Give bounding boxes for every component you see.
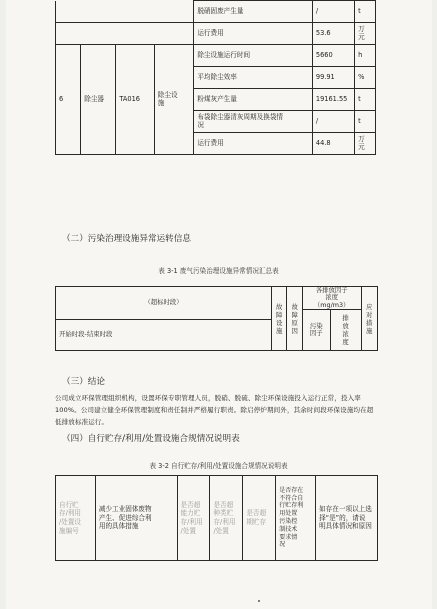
row-value: 19161.55: [312, 89, 354, 111]
row-item: 除尘设施运行时间: [194, 45, 313, 67]
header-facility-code: 自行贮 存/利用 /处置设 施编号: [56, 476, 96, 561]
header-measures: 应 对 措 施: [361, 287, 378, 351]
header-fault-reason: 故 障 原 因: [287, 287, 302, 351]
facility-code: TA016: [116, 45, 154, 155]
facility-name: 除尘器: [81, 45, 116, 155]
row-unit: t: [355, 1, 376, 23]
row-value: /: [312, 1, 354, 23]
conclusion-paragraph: 公司成立环保管理组织机构，设置环保专职管理人员，脱硝、脱硫、除尘环保设施投入运行正常，投入率 100%。公司建立健全环保管理制度和责任制并严格履行职责。除启停炉期间外，其余时间段环保设施均在超低排放标准运行。: [55, 394, 374, 426]
row-item: 粉煤灰产生量: [194, 89, 313, 111]
row-item: 平均除尘效率: [194, 67, 313, 89]
row-value: 44.8: [312, 133, 354, 155]
abnormal-operation-table: [55, 286, 378, 351]
table-row: [56, 23, 376, 45]
table-3-2-caption: 表 3-2 自行贮存/利用/处置设施合规情况说明表: [149, 462, 288, 470]
table-row: [56, 45, 376, 67]
table-header-row: [56, 476, 378, 561]
table-header-row: [56, 287, 378, 310]
row-label: 开始时段-结束时段: [56, 320, 272, 351]
row-unit: t: [355, 89, 376, 111]
table-3-1-caption: 表 3-1 废气污染治理设施异常情况汇总表: [158, 267, 279, 275]
row-unit: %: [355, 67, 376, 89]
header-conc-value: 排 放 浓 度: [330, 310, 361, 351]
facility-type: 除尘设 施: [154, 45, 194, 155]
header-over-type: 是否超 种类贮 存/利用 /处置: [210, 476, 243, 561]
header-pollutant: 污染 因子: [302, 310, 330, 351]
row-item: 脱硝固废产生量: [194, 1, 313, 23]
facility-no: 6: [56, 45, 81, 155]
row-unit: 万 元: [355, 133, 376, 155]
row-item: 运行费用: [194, 133, 313, 155]
header-noncompliance: 是否存在 不符合自 行贮存利 用处置 污染控 制技术 要求情 况: [276, 476, 316, 561]
row-value: /: [312, 111, 354, 133]
page-mark: [258, 600, 260, 602]
row-item: 运行费用: [194, 23, 313, 45]
header-explanation: 如存在一项以上选 择“是”的，请说 明具体情况和原因: [316, 476, 378, 561]
table-row: [56, 1, 376, 23]
self-storage-compliance-table: [55, 475, 378, 561]
facility-operation-table: [55, 0, 376, 155]
section-heading-2: （二）污染治理设施异常运转信息: [62, 234, 191, 244]
header-fault-facility: 故 障 设 施: [272, 287, 287, 351]
row-value: 53.6: [312, 23, 354, 45]
row-value: 99.91: [312, 67, 354, 89]
row-unit: 万 元: [355, 23, 376, 45]
header-measures: 减少工业固体废物 产生、促进综合利 用的具体措施: [95, 476, 177, 561]
row-unit: h: [355, 45, 376, 67]
header-over-period: 是否超 期贮存: [243, 476, 276, 561]
section-heading-4: （四）自行贮存/利用/处置设施合规情况说明表: [62, 434, 240, 444]
header-period: （超标时段）: [56, 287, 272, 320]
header-concentration: 各排放因子 浓度 （mg/m3）: [302, 287, 361, 310]
row-unit: t: [355, 111, 376, 133]
row-item: 布袋除尘器清灰周期及换袋情 况: [194, 111, 313, 133]
row-value: 5660: [312, 45, 354, 67]
header-over-capacity: 是否超 能力贮 存/利用 /处置: [177, 476, 210, 561]
section-heading-3: （三）结论: [62, 377, 105, 387]
